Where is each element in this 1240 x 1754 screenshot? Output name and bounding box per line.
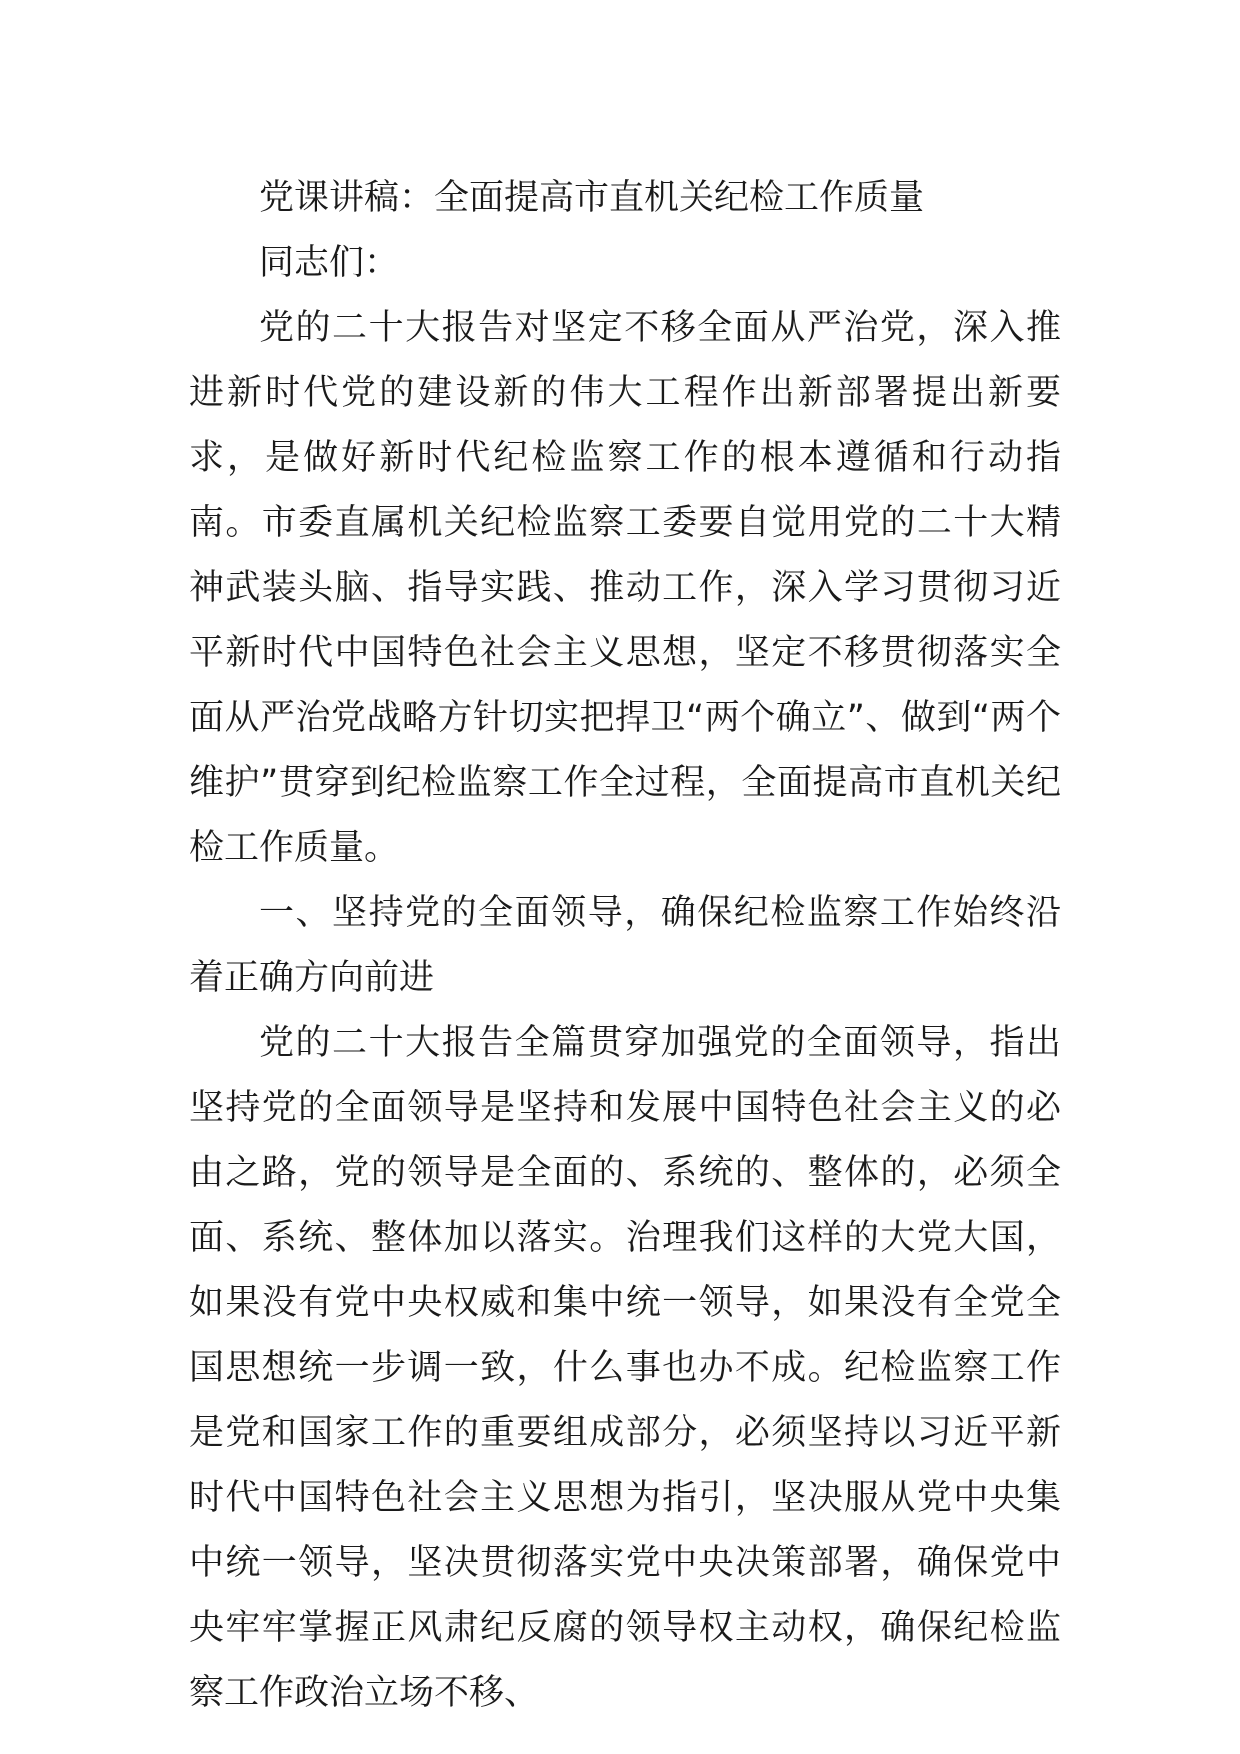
section-heading-1: 一、坚持党的全面领导，确保纪检监察工作始终沿着正确方向前进 <box>189 893 1061 998</box>
paragraph-section-1: 党的二十大报告全篇贯穿加强党的全面领导，指出坚持党的全面领导是坚持和发展中国特色社会主义的必由之路，党的领导是全面的、系统的、整体的，必须全面、系统、整体加以落实。治理我们这样的大党大国，如果没有党中央权威和集中统一领导，如果没有全党全国思想统一步调一致，什么事也办不成。纪检监察工作是党和国家工作的重要组成部分，必须坚持以习近平新时代中国特色社会主义思想为指引，坚决服从党中央集中统一领导，坚决贯彻落实党中央决策部署，确保党中央牢牢掌握正风肃纪反腐的领导权主动权，确保纪检监察工作政治立场不移、 <box>189 1023 1061 1713</box>
document-body <box>189 166 1061 1726</box>
paragraph-intro: 党的二十大报告对坚定不移全面从严治党，深入推进新时代党的建设新的伟大工程作出新部署提出新要求，是做好新时代纪检监察工作的根本遵循和行动指南。市委直属机关纪检监察工委要自觉用党的二十大精神武装头脑、指导实践、推动工作，深入学习贯彻习近平新时代中国特色社会主义思想，坚定不移贯彻落实全面从严治党战略方针切实把捍卫“两个确立”、做到“两个维护”贯穿到纪检监察工作全过程，全面提高市直机关纪检工作质量。 <box>189 308 1061 868</box>
salutation: 同志们： <box>259 243 400 283</box>
document-title: 党课讲稿：全面提高市直机关纪检工作质量 <box>259 178 925 218</box>
